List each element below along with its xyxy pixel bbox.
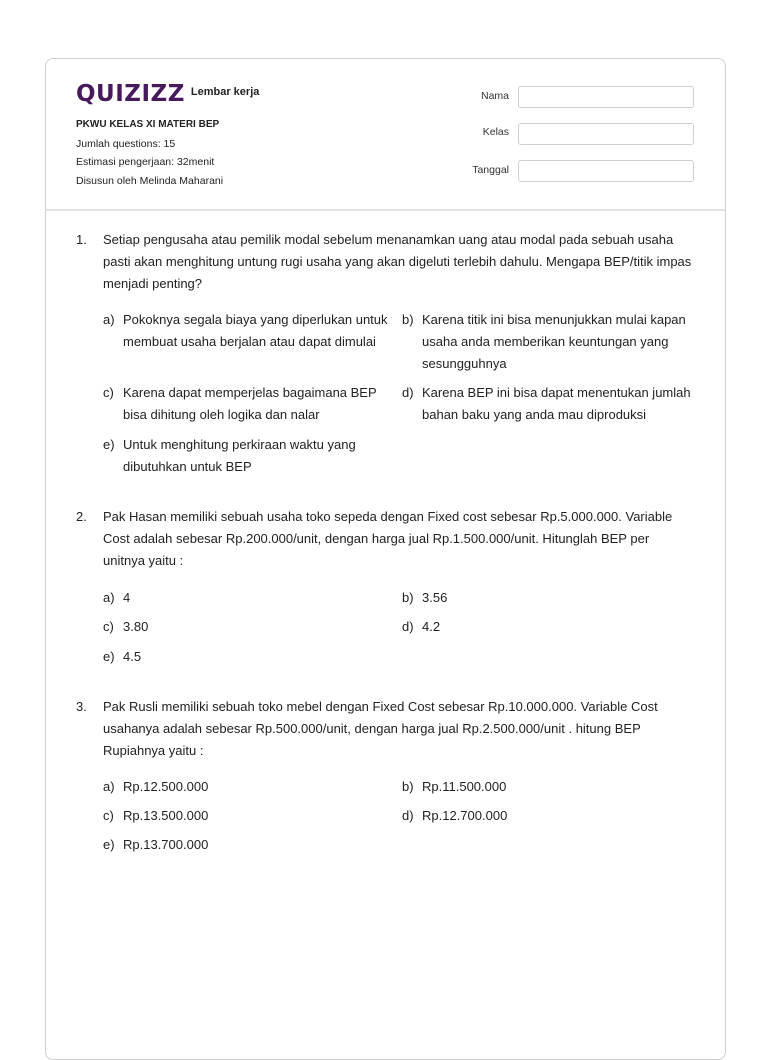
question-number: 3. [76, 699, 87, 714]
worksheet-meta [76, 116, 223, 190]
option-label: e) [103, 649, 115, 664]
question-number: 2. [76, 509, 87, 524]
option-text: 3.56 [422, 590, 448, 605]
option-label: a) [103, 590, 115, 605]
option-text: Pokoknya segala biaya yang diperlukan untuk membuat usaha berjalan atau dapat dimulai [123, 312, 388, 349]
option-text: Rp.13.500.000 [123, 808, 209, 823]
time-estimate: Estimasi pengerjaan: 32menit [76, 156, 215, 168]
worksheet-header [46, 59, 725, 211]
option-text: Karena titik ini bisa menunjukkan mulai kapan usaha anda memberikan keuntungan yang sesungguhnya [422, 312, 686, 371]
option-text: Untuk menghitung perkiraan waktu yang dibutuhkan untuk BEP [123, 437, 356, 474]
option-text: 4.2 [422, 619, 441, 634]
option-text: Rp.12.500.000 [123, 779, 209, 794]
option-label: d) [402, 619, 414, 634]
question-text: Pak Hasan memiliki sebuah usaha toko sepeda dengan Fixed cost sebesar Rp.5.000.000. Variable Cost adalah sebesar Rp.200.000/unit, dengan harga jual Rp.1.500.000/unit. Hitunglah BEP per unitnya yaitu : [103, 509, 673, 568]
question-text: Pak Rusli memiliki sebuah toko mebel dengan Fixed Cost sebesar Rp.10.000.000. Variable Cost usahanya adalah sebesar Rp.500.000/unit, dengan harga jual Rp.2.500.000/unit . hitung BEP Rupiahnya yaitu : [103, 699, 658, 758]
option-text: Karena dapat memperjelas bagaimana BEP bisa dihitung oleh logika dan nalar [123, 385, 377, 422]
option-text: 4.5 [123, 649, 142, 664]
name-field[interactable] [518, 86, 694, 108]
option-label: c) [103, 619, 114, 634]
date-label: Tanggal [472, 164, 509, 176]
option-label: b) [402, 312, 414, 327]
brand [76, 81, 259, 107]
worksheet-label: Lembar kerja [190, 86, 260, 98]
question-2 [76, 506, 696, 576]
question-text: Setiap pengusaha atau pemilik modal sebelum menanamkan uang atau modal pada sebuah usaha pasti akan menghitung untung rugi usaha yang akan digeluti terlebih dahulu. Mengapa BEP/titik impas menjadi penting? [103, 232, 692, 291]
date-field[interactable] [518, 160, 694, 182]
question-3 [76, 696, 696, 766]
option-label: c) [103, 808, 114, 823]
worksheet-page [45, 58, 726, 1060]
option-text: Rp.13.700.000 [123, 837, 209, 852]
option-label: d) [402, 808, 414, 823]
question-number: 1. [76, 232, 87, 247]
name-label: Nama [480, 90, 509, 102]
option-label: c) [103, 385, 114, 400]
question-count: Jumlah questions: 15 [76, 137, 176, 150]
worksheet-title: PKWU KELAS XI MATERI BEP [76, 119, 220, 130]
option-label: a) [103, 312, 115, 327]
option-label: d) [402, 385, 414, 400]
class-label: Kelas [482, 126, 509, 138]
option-text: Rp.11.500.000 [422, 779, 507, 794]
class-field[interactable] [518, 123, 694, 145]
quizizz-logo: QUIZIZZ [76, 81, 185, 107]
option-text: Rp.12.700.000 [422, 808, 508, 823]
option-label: b) [402, 590, 414, 605]
option-label: a) [103, 779, 115, 794]
question-1 [76, 229, 696, 299]
option-label: b) [402, 779, 414, 794]
option-text: 3.80 [123, 619, 149, 634]
option-text: 4 [123, 590, 131, 605]
option-label: e) [103, 837, 115, 852]
option-label: e) [103, 437, 115, 452]
author: Disusun oleh Melinda Maharani [76, 174, 224, 187]
option-text: Karena BEP ini bisa dapat menentukan jumlah bahan baku yang anda mau diproduksi [422, 385, 691, 422]
